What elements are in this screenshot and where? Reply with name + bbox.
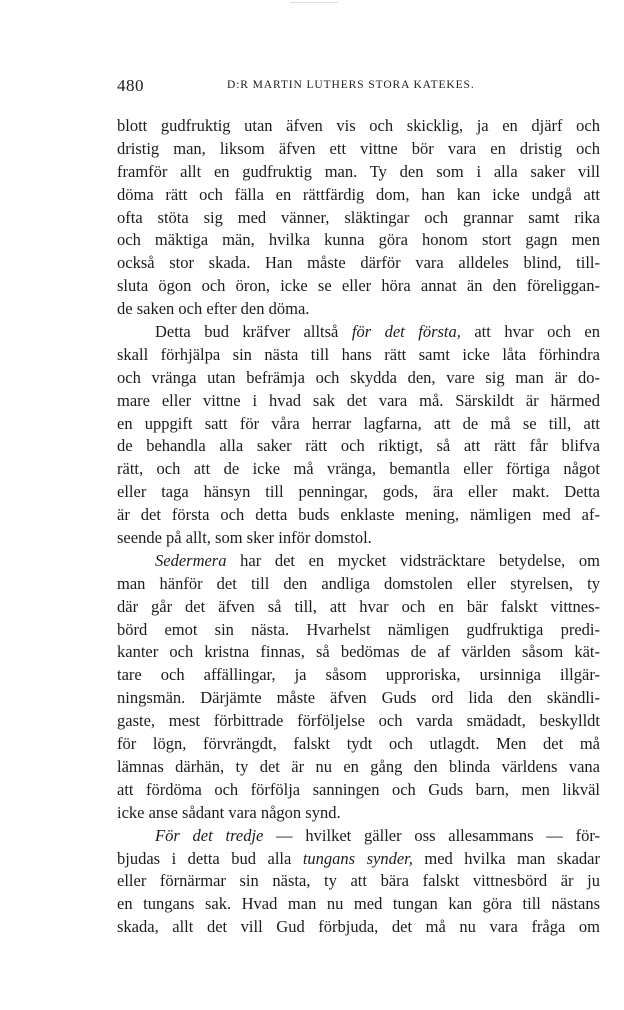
text-run: med hvilka man skadar bbox=[412, 848, 600, 868]
running-title: D:R MARTIN LUTHERS STORA KATEKES. bbox=[227, 79, 475, 91]
text-line: ningsmän. Därjämte måste äfven Guds ord lida den skändli- bbox=[117, 688, 600, 708]
text-line: framför allt en gudfruktig man. Ty den som i alla saker vill bbox=[117, 161, 600, 181]
text-run: Detta bud kräfver alltså bbox=[155, 322, 352, 342]
paragraph-first-line bbox=[117, 550, 600, 573]
text-line bbox=[117, 848, 600, 871]
text-run: bjudas i detta bud alla bbox=[117, 848, 303, 868]
text-line: tare och affällingar, ja såsom upproriska, ursinniga illgär- bbox=[117, 665, 600, 685]
text-line: de behandla alla saker rätt och riktigt, så att rätt får blifva bbox=[117, 436, 600, 456]
text-line: skada, allt det vill Gud förbjuda, det må nu vara fråga om bbox=[117, 917, 600, 937]
text-line: gaste, mest förbittrade förföljelse och varda smädadt, beskylldt bbox=[117, 711, 600, 731]
text-line: rätt, och att de icke må vränga, bemantla eller förtiga något bbox=[117, 459, 600, 479]
text-line: sluta ögon och öron, icke se eller höra annat än den föreliggan- bbox=[117, 276, 600, 296]
text-line: eller förnärmar sin nästa, ty att bära falskt vittnesbörd är ju bbox=[117, 871, 600, 891]
text-line: att fördöma och förfölja sanningen och Guds barn, men likväl bbox=[117, 779, 600, 799]
top-edge-mark bbox=[290, 0, 338, 3]
text-line: kanter och kristna finnas, så bedömas de af världen såsom kät- bbox=[117, 642, 600, 662]
text-line: skall förhjälpa sin nästa till hans rätt samt icke låta förhindra bbox=[117, 344, 600, 364]
text-line: man hänför det till den andliga domstolen eller styrelsen, ty bbox=[117, 573, 600, 593]
body-text bbox=[117, 115, 600, 939]
text-line: och mäktiga män, hvilka kunna göra honom stort gagn men bbox=[117, 230, 600, 250]
text-line: en uppgift satt för våra herrar lagfarna, att de må se till, att bbox=[117, 413, 600, 433]
text-line: dristig man, liksom äfven ett vittne bör vara en dristig och bbox=[117, 138, 600, 158]
italic-emphasis: för det första, bbox=[351, 322, 461, 342]
text-line: också stor skada. Han måste därför vara alldeles blind, till- bbox=[117, 253, 600, 273]
italic-emphasis: Sedermera bbox=[155, 550, 227, 570]
text-run: att hvar och en bbox=[460, 322, 600, 342]
text-line: för lögn, förvrängdt, falskt tydt och utlagdt. Men det må bbox=[117, 734, 600, 754]
text-line: lämnas därhän, ty det är nu en gång den blinda världens vana bbox=[117, 756, 600, 776]
text-line: döma rätt och fälla en rättfärdig dom, han kan icke undgå att bbox=[117, 184, 600, 204]
text-line: där går det äfven så till, att hvar och en bär falskt vittnes- bbox=[117, 596, 600, 616]
text-line: en tungans sak. Hvad man nu med tungan kan göra till nästans bbox=[117, 894, 600, 914]
text-line: är det första och detta buds enklaste mening, nämligen med af- bbox=[117, 505, 600, 525]
text-run: — hvilket gäller oss allesammans — för- bbox=[263, 825, 600, 845]
paragraph-end-line: icke anse sådant vara någon synd. bbox=[117, 802, 341, 822]
paragraph-end-line: de saken och efter den döma. bbox=[117, 299, 310, 319]
italic-emphasis: tungans synder, bbox=[302, 848, 413, 868]
text-line: och vränga utan befrämja och skydda den, vare sig man är do- bbox=[117, 367, 600, 387]
paragraph-first-line bbox=[117, 825, 600, 848]
page-number: 480 bbox=[117, 76, 144, 95]
running-head bbox=[117, 76, 600, 98]
text-line: eller taga hänsyn till penningar, gods, ära eller makt. Detta bbox=[117, 482, 600, 502]
text-line: börd emot sin nästa. Hvarhelst nämligen gudfruktiga predi- bbox=[117, 619, 600, 639]
text-line: ofta stöta sig med vänner, släktingar och grannar samt rika bbox=[117, 207, 600, 227]
text-line: blott gudfruktig utan äfven vis och skicklig, ja en djärf och bbox=[117, 116, 600, 135]
italic-emphasis: För det tredje bbox=[155, 825, 264, 845]
text-line: mare eller vittne i hvad sak det vara må. Särskildt är härmed bbox=[117, 390, 600, 410]
paragraph-first-line bbox=[117, 321, 600, 344]
paragraph-end-line: seende på allt, som sker inför domstol. bbox=[117, 528, 372, 548]
text-run: har det en mycket vidsträcktare betydelse, om bbox=[226, 550, 600, 570]
